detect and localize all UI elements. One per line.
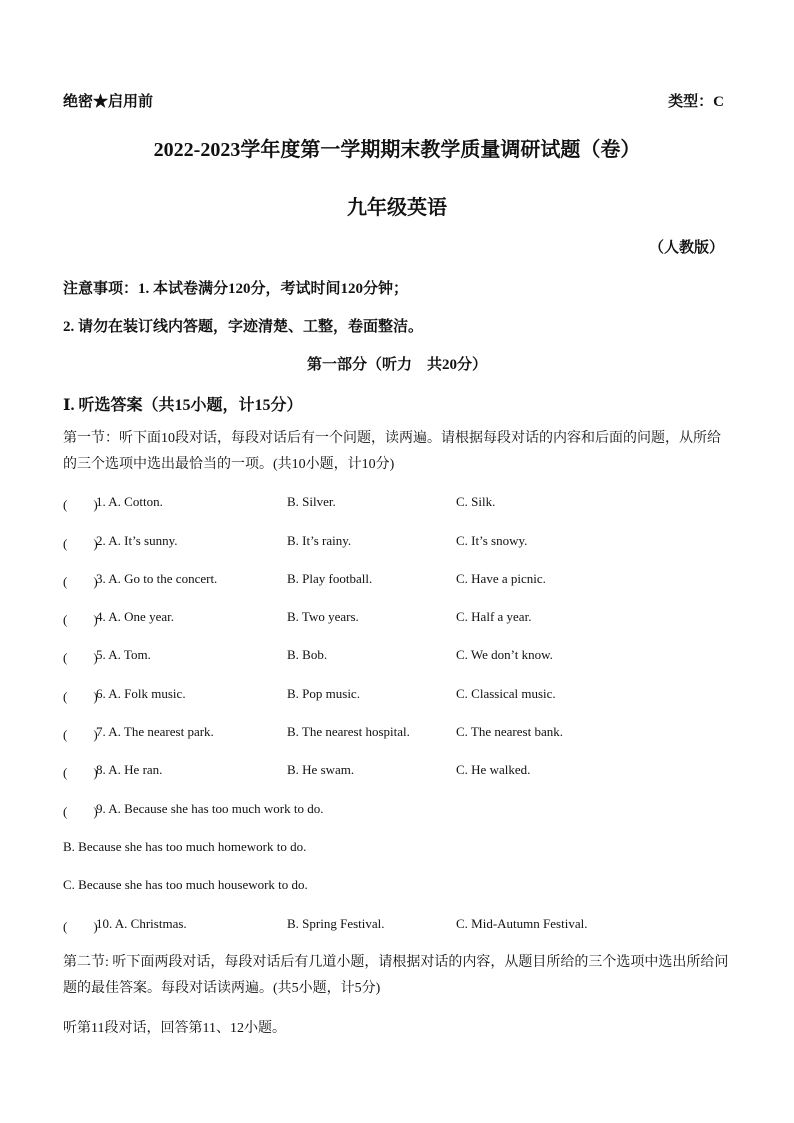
option-c: C. The nearest bank. (456, 724, 563, 739)
option-a: 9. A. Because she has too much work to do. (96, 801, 324, 816)
question-row (63, 724, 763, 742)
option-b: B. Silver. (287, 494, 336, 509)
answer-bracket[interactable]: ( ) (63, 765, 98, 780)
edition-label: （人教版） (648, 240, 724, 256)
question-row (63, 686, 763, 704)
option-c: C. Have a picnic. (456, 571, 546, 586)
question-row (63, 494, 763, 512)
paper-type-label: 类型：C (668, 94, 724, 110)
section2-instructions: 第二节: 听下面两段对话，每段对话后有几道小题，请根据对话的内容，从题目所给的三个选项中选出所给问题的最佳答案。每段对话读两遍。(共5小题，计5分) (63, 955, 729, 996)
option-a: 8. A. He ran. (96, 762, 163, 777)
exam-title: 2022-2023学年度第一学期期末教学质量调研试题（卷） (153, 139, 641, 161)
option-a: 3. A. Go to the concert. (96, 571, 218, 586)
option-c: C. He walked. (456, 762, 531, 777)
dialog-instruction: 听第11段对话，回答第11、12小题。 (63, 1021, 286, 1036)
option-a: 4. A. One year. (96, 609, 174, 624)
notice-line-2: 2. 请勿在装订线内答题，字迹清楚、工整，卷面整洁。 (63, 319, 424, 335)
option-c: C. Mid-Autumn Festival. (456, 916, 588, 931)
option-b: B. Spring Festival. (287, 916, 385, 931)
option-a: 2. A. It’s sunny. (96, 533, 178, 548)
part-title: 第一部分（听力 共20分） (306, 357, 487, 373)
section1-instructions: 第一节：听下面10段对话，每段对话后有一个问题，读两遍。请根据每段对话的内容和后面的问题，从所给的三个选项中选出最恰当的一项。(共10小题，计10分) (63, 431, 721, 472)
answer-bracket[interactable]: ( ) (63, 689, 98, 704)
exam-subtitle: 九年级英语 (347, 197, 447, 219)
question-row (63, 801, 763, 819)
question-row (63, 609, 763, 627)
notice-line-1: 注意事项：1. 本试卷满分120分，考试时间120分钟； (63, 281, 409, 297)
answer-bracket[interactable]: ( ) (63, 574, 98, 589)
option-b: B. Play football. (287, 571, 373, 586)
option-b: B. Pop music. (287, 686, 360, 701)
option-b: B. He swam. (287, 762, 355, 777)
question-row (63, 571, 763, 589)
option-c: C. We don’t know. (456, 647, 553, 662)
option-a: 10. A. Christmas. (96, 916, 187, 931)
option-c: C. Because she has too much housework to do. (63, 877, 308, 892)
option-c: C. Half a year. (456, 609, 532, 624)
option-b: B. Two years. (287, 609, 359, 624)
option-c: C. Silk. (456, 494, 496, 509)
answer-bracket[interactable]: ( ) (63, 650, 98, 665)
option-b: B. Because she has too much homework to do. (63, 839, 307, 854)
option-b: B. Bob. (287, 647, 328, 662)
answer-bracket[interactable]: ( ) (63, 804, 98, 819)
confidential-label: 绝密★启用前 (63, 94, 154, 110)
question-row (63, 762, 763, 780)
question-row (63, 916, 763, 934)
option-c: C. It’s snowy. (456, 533, 528, 548)
option-c: C. Classical music. (456, 686, 556, 701)
answer-bracket[interactable]: ( ) (63, 727, 98, 742)
answer-bracket[interactable]: ( ) (63, 497, 98, 512)
answer-bracket[interactable]: ( ) (63, 612, 98, 627)
question-row (63, 647, 763, 665)
option-b: B. It’s rainy. (287, 533, 352, 548)
answer-bracket[interactable]: ( ) (63, 919, 98, 934)
option-a: 7. A. The nearest park. (96, 724, 214, 739)
option-a: 5. A. Tom. (96, 647, 151, 662)
option-a: 6. A. Folk music. (96, 686, 186, 701)
option-b: B. The nearest hospital. (287, 724, 410, 739)
answer-bracket[interactable]: ( ) (63, 536, 98, 551)
option-a: 1. A. Cotton. (96, 494, 163, 509)
question-row (63, 533, 763, 551)
section-title: Ⅰ. 听选答案（共15小题，计15分） (63, 397, 303, 414)
